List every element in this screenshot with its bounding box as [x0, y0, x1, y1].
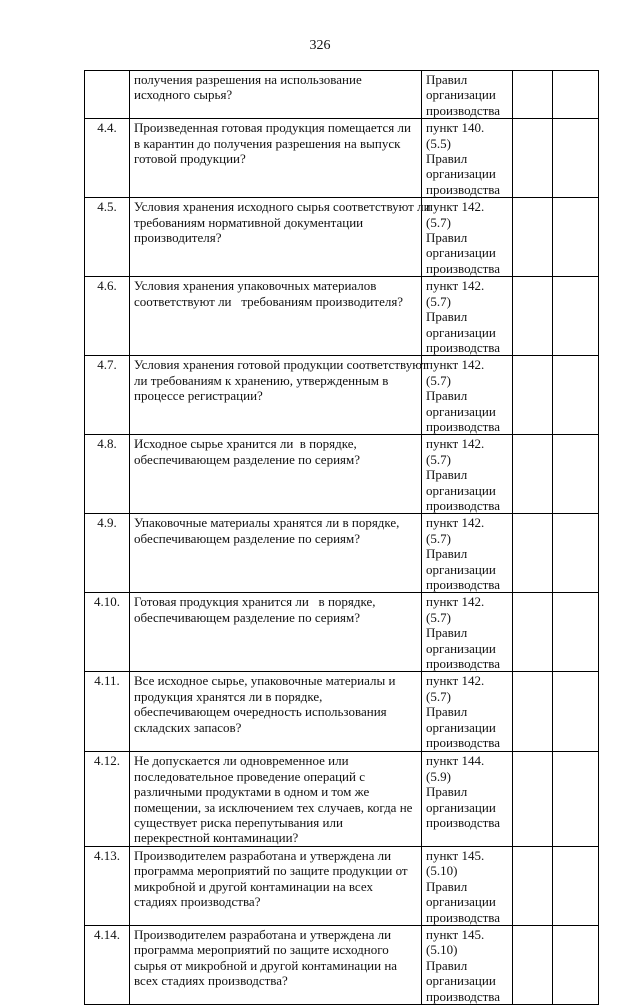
reference-cell: [422, 119, 513, 198]
answer-cell-no[interactable]: [553, 277, 599, 356]
reference-line: производства: [426, 909, 501, 925]
answer-cell-no[interactable]: [553, 435, 599, 514]
reference-line: Правил: [426, 625, 468, 641]
reference-line: пункт 142. (5.7): [426, 594, 485, 625]
reference-line: организации: [426, 894, 496, 910]
reference-line: пункт 142. (5.7): [426, 199, 485, 230]
checklist-body: [85, 71, 599, 1005]
question-line: микробной и другой контаминации на всех: [134, 878, 373, 894]
question-line: последовательное проведение операций с: [134, 768, 365, 784]
question-line: требованиям нормативной документации: [134, 214, 364, 230]
question-line: всех стадиях производства?: [134, 973, 288, 989]
question-line: производителя?: [134, 230, 222, 246]
reference-line: производства: [426, 181, 501, 197]
item-number: 4.4.: [85, 119, 130, 198]
question-cell: [130, 119, 422, 198]
reference-line: Правил: [426, 309, 468, 325]
reference-line: Правил: [426, 151, 468, 167]
item-number: 4.10.: [85, 593, 130, 672]
table-row: [85, 514, 599, 593]
reference-cell: [422, 356, 513, 435]
answer-cell-no[interactable]: [553, 925, 599, 1004]
answer-cell-yes[interactable]: [513, 752, 553, 846]
item-number: 4.6.: [85, 277, 130, 356]
reference-line: организации: [426, 245, 496, 261]
answer-cell-yes[interactable]: [513, 593, 553, 672]
reference-line: производства: [426, 418, 501, 434]
question-line: Условия хранения готовой продукции соответствуют: [134, 357, 428, 373]
question-cell: [130, 514, 422, 593]
reference-cell: [422, 198, 513, 277]
reference-line: пункт 142.: [426, 673, 485, 689]
table-row: [85, 277, 599, 356]
question-line: Не допускается ли одновременное или: [134, 753, 349, 769]
reference-cell: [422, 672, 513, 752]
reference-cell: [422, 277, 513, 356]
reference-line: пункт 145.: [426, 926, 485, 942]
reference-line: организации: [426, 719, 496, 735]
reference-line: пункт 142. (5.7): [426, 278, 485, 309]
question-line: Готовая продукция хранится ли в порядке,: [134, 594, 376, 610]
question-line: обеспечивающем очередность использования: [134, 704, 387, 720]
table-row: [85, 119, 599, 198]
item-number: 4.5.: [85, 198, 130, 277]
reference-line: производства: [426, 988, 501, 1004]
reference-line: пункт 144.: [426, 753, 485, 769]
table-row: [85, 71, 599, 119]
answer-cell-no[interactable]: [553, 71, 599, 119]
reference-line: пункт 145.: [426, 847, 485, 863]
question-line: помещении, за исключением тех случаев, когда не: [134, 799, 413, 815]
question-line: получения разрешения на использование: [134, 72, 362, 87]
item-number: 4.12.: [85, 752, 130, 846]
reference-line: Правил: [426, 878, 468, 894]
answer-cell-yes[interactable]: [513, 277, 553, 356]
answer-cell-yes[interactable]: [513, 514, 553, 593]
reference-line: Правил: [426, 467, 468, 483]
answer-cell-yes[interactable]: [513, 71, 553, 119]
reference-line: Правил: [426, 388, 468, 404]
answer-cell-yes[interactable]: [513, 119, 553, 198]
question-line: в карантин до получения разрешения на выпуск: [134, 135, 401, 151]
question-line: Все исходное сырье, упаковочные материалы и: [134, 673, 396, 689]
answer-cell-no[interactable]: [553, 514, 599, 593]
table-row: [85, 356, 599, 435]
answer-cell-yes[interactable]: [513, 672, 553, 752]
answer-cell-no[interactable]: [553, 119, 599, 198]
reference-line: организации: [426, 166, 496, 182]
reference-line: производства: [426, 339, 501, 355]
reference-line: (5.7): [426, 688, 451, 704]
question-cell: [130, 277, 422, 356]
answer-cell-no[interactable]: [553, 846, 599, 925]
table-row: [85, 846, 599, 925]
item-number: 4.7.: [85, 356, 130, 435]
question-line: Производителем разработана и утверждена ли: [134, 847, 392, 863]
reference-line: Правил: [426, 704, 468, 720]
reference-line: производства: [426, 497, 501, 513]
reference-line: Правил: [426, 72, 468, 87]
question-line: готовой продукции?: [134, 151, 246, 167]
reference-line: организации: [426, 403, 496, 419]
question-line: соответствуют ли требованиям производителя?: [134, 293, 404, 309]
question-line: ли требованиям к хранению, утвержденным в: [134, 372, 389, 388]
table-row: [85, 198, 599, 277]
question-line: Условия хранения упаковочных материалов: [134, 278, 377, 294]
question-line: сырья от микробной и другой контаминации на: [134, 957, 398, 973]
item-number: [85, 71, 130, 119]
reference-line: Правил: [426, 546, 468, 562]
reference-line: организации: [426, 640, 496, 656]
answer-cell-no[interactable]: [553, 752, 599, 846]
answer-cell-yes[interactable]: [513, 925, 553, 1004]
question-line: исходного сырья?: [134, 87, 233, 103]
reference-line: производства: [426, 735, 501, 751]
table-row: [85, 752, 599, 846]
question-line: стадиях производства?: [134, 894, 261, 910]
reference-cell: [422, 752, 513, 846]
answer-cell-no[interactable]: [553, 198, 599, 277]
reference-line: Правил: [426, 230, 468, 246]
reference-line: организации: [426, 87, 496, 103]
question-cell: [130, 925, 422, 1004]
reference-line: пункт 142. (5.7): [426, 436, 485, 467]
reference-line: производства: [426, 102, 501, 118]
answer-cell-no[interactable]: [553, 593, 599, 672]
question-cell: [130, 593, 422, 672]
question-cell: [130, 356, 428, 435]
question-line: Исходное сырье хранится ли в порядке,: [134, 436, 357, 452]
reference-cell: [422, 593, 513, 672]
question-line: Произведенная готовая продукция помещается ли: [134, 120, 411, 136]
question-cell: [130, 435, 422, 514]
table-row: [85, 435, 599, 514]
reference-line: производства: [426, 815, 501, 831]
question-line: существует риска перепутывания или: [134, 815, 343, 831]
question-line: процессе регистрации?: [134, 388, 263, 404]
table-row: [85, 593, 599, 672]
reference-line: производства: [426, 656, 501, 672]
question-cell: [130, 71, 422, 119]
table-row: [85, 925, 599, 1004]
answer-cell-yes[interactable]: [513, 435, 553, 514]
reference-line: Правил: [426, 784, 468, 800]
question-line: перекрестной контаминации?: [134, 830, 299, 846]
question-cell: [130, 846, 422, 925]
question-cell: [130, 752, 422, 846]
reference-cell: [422, 435, 513, 514]
reference-line: пункт 142. (5.7): [426, 515, 485, 546]
checklist-table: [84, 70, 599, 1005]
reference-cell: [422, 71, 513, 119]
question-line: обеспечивающем разделение по сериям?: [134, 530, 360, 546]
question-line: программа мероприятий по защите продукции от: [134, 863, 408, 879]
question-line: обеспечивающем разделение по сериям?: [134, 609, 360, 625]
answer-cell-yes[interactable]: [513, 198, 553, 277]
reference-line: организации: [426, 799, 496, 815]
item-number: 4.13.: [85, 846, 130, 925]
reference-line: пункт 142. (5.7): [426, 357, 485, 388]
reference-line: производства: [426, 260, 501, 276]
answer-cell-no[interactable]: [553, 356, 599, 435]
reference-line: организации: [426, 561, 496, 577]
reference-line: организации: [426, 324, 496, 340]
answer-cell-yes[interactable]: [513, 356, 553, 435]
item-number: 4.11.: [85, 672, 130, 752]
reference-line: организации: [426, 482, 496, 498]
reference-line: организации: [426, 973, 496, 989]
item-number: 4.9.: [85, 514, 130, 593]
answer-cell-no[interactable]: [553, 672, 599, 752]
item-number: 4.14.: [85, 925, 130, 1004]
question-line: Упаковочные материалы хранятся ли в порядке,: [134, 515, 400, 531]
question-cell: [130, 198, 431, 277]
page-number: 326: [309, 38, 331, 53]
reference-cell: [422, 514, 513, 593]
reference-line: (5.5): [426, 135, 451, 151]
reference-line: производства: [426, 577, 501, 592]
question-line: Производителем разработана и утверждена ли: [134, 926, 392, 942]
question-line: продукция хранятся ли в порядке,: [134, 688, 323, 704]
question-line: Условия хранения исходного сырья соответствуют ли: [134, 199, 431, 215]
reference-line: пункт 140.: [426, 120, 485, 136]
reference-line: (5.9): [426, 768, 451, 784]
question-line: складских запасов?: [134, 719, 242, 735]
table-row: [85, 672, 599, 752]
reference-line: (5.10): [426, 863, 458, 879]
reference-cell: [422, 925, 513, 1004]
question-line: обеспечивающем разделение по сериям?: [134, 451, 360, 467]
question-line: различными продуктами в одном и том же: [134, 784, 370, 800]
question-line: программа мероприятий по защите исходного: [134, 942, 389, 958]
reference-line: (5.10): [426, 942, 458, 958]
reference-line: Правил: [426, 957, 468, 973]
question-cell: [130, 672, 422, 752]
reference-cell: [422, 846, 513, 925]
answer-cell-yes[interactable]: [513, 846, 553, 925]
item-number: 4.8.: [85, 435, 130, 514]
